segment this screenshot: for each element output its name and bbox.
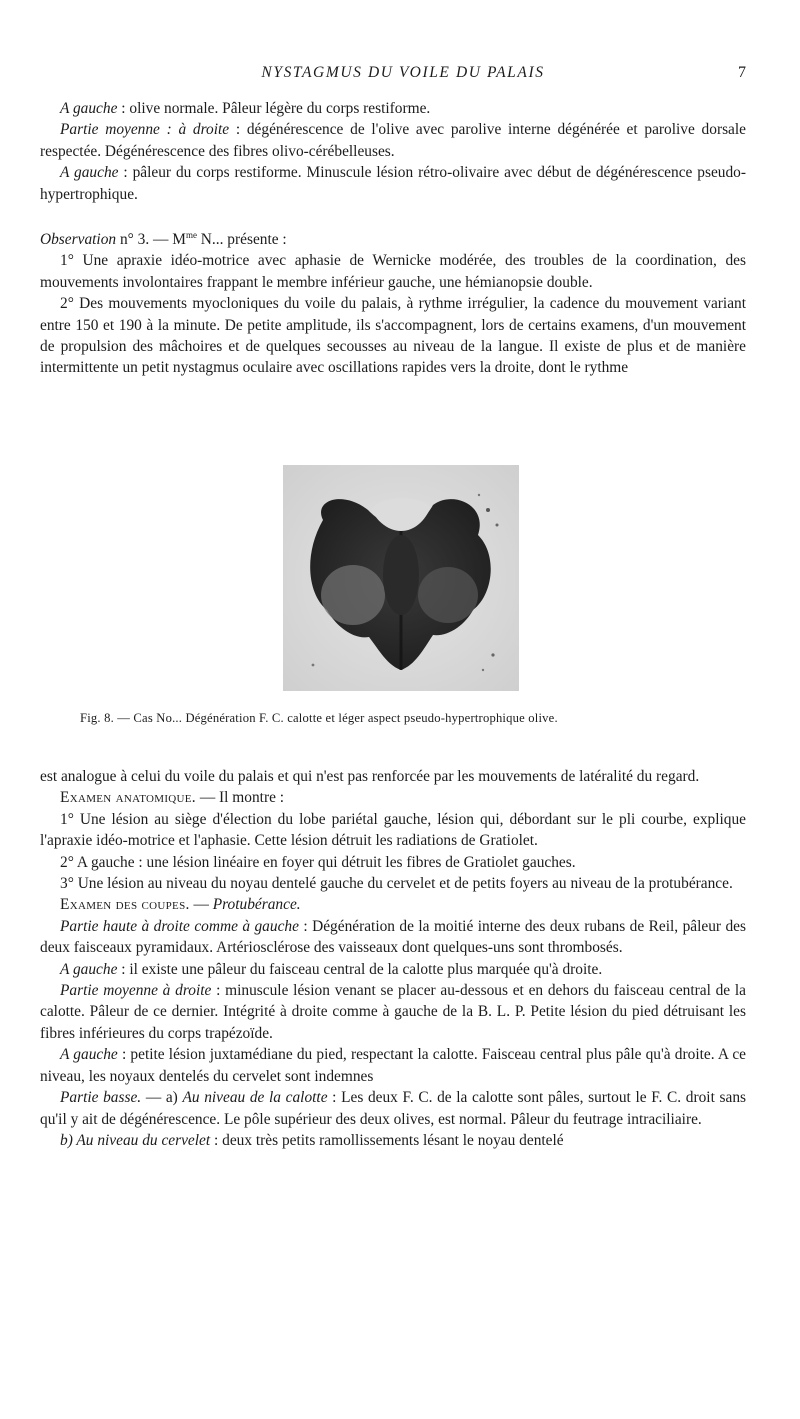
exam-coupes-title: Examen des coupes. xyxy=(60,896,190,914)
observation-rest: N... présente : xyxy=(196,231,287,248)
finding-item: 1° Une lésion au siège d'élection du lobe pariétal gauche, lésion qui, débordant sur le pli courbe, explique l'apraxie idéo-motrice et l'aphasie. Cette lésion détruit les radiations de Gratiolet. xyxy=(40,810,746,850)
page-number: 7 xyxy=(738,64,746,81)
paragraph-text: : Les deux F. C. de la calotte sont pâles, surtout le F. C. droit sans qu'il y ait de dégénérescence. Le pôle supérieur des deux olives, est normal. Pâleur du feutrage intraciliaire. xyxy=(40,1089,747,1128)
paragraph-text: : petite lésion juxtamédiane du pied, respectant la calotte. Faisceau central plus pâle qu'à droite. A ce niveau, les noyaux dentelés du cervelet sont indemnes xyxy=(40,1046,746,1085)
subsection-title: Protubérance. xyxy=(212,896,301,914)
section-label: Partie moyenne : à droite xyxy=(60,121,230,139)
paragraph xyxy=(40,162,746,205)
section-label: A gauche xyxy=(60,164,119,182)
exam-anatomique-title: Examen anatomique. xyxy=(60,789,196,807)
title-abbrev: me xyxy=(185,230,197,240)
figure-photograph xyxy=(283,465,519,691)
observation-item: 1° Une apraxie idéo-motrice avec aphasie de Wernicke modérée, des troubles de la coordination, des mouvements involontaires frappant le membre inférieur gauche, une hémianopsie double. xyxy=(40,252,746,291)
text-block-bottom xyxy=(40,766,746,1151)
paragraph: est analogue à celui du voile du palais et qui n'est pas renforcée par les mouvements de latéralité du regard. xyxy=(40,768,700,785)
paragraph xyxy=(40,98,746,119)
section-heading xyxy=(40,894,746,915)
paragraph-text: : dégénérescence de l'olive avec parolive interne dégénérée et parolive dorsale respectée. Dégénérescence des fibres olivo-cérébelleuses. xyxy=(40,121,746,160)
brainstem-section-image xyxy=(283,465,519,691)
heading-dash: — xyxy=(189,896,213,914)
paragraph xyxy=(40,1044,746,1087)
paragraph xyxy=(40,1130,746,1151)
paragraph xyxy=(40,119,746,162)
section-label: A gauche xyxy=(60,100,118,117)
section-label: b) Au niveau du cervelet xyxy=(60,1131,211,1149)
running-title: NYSTAGMUS DU VOILE DU PALAIS xyxy=(261,64,545,81)
observation-item: 2° Des mouvements myocloniques du voile du palais, à rythme irrégulier, la cadence du mouvement variant entre 150 et 190 à la minute. De petite amplitude, ils s'accompagnent, lors de certains examens, d'un mouvement de propulsion des mâchoires et de quelques secousses au niveau de la langue. Il existe de plus et de manière intermittente un petit nystagmus oculaire avec oscillations rapides vers la droite, dont le rythme xyxy=(40,295,746,377)
section-label: A gauche xyxy=(60,1046,118,1064)
paragraph-text: : minuscule lésion venant se placer au-dessous et en dehors du faisceau central de la calotte. Pâleur de ce dernier. Intégrité à droite comme à gauche de la B. L. P. Petite lésion du pied détruisant les fibres inférieures du corps trapézoïde. xyxy=(40,982,747,1042)
section-label: Partie haute à droite comme à gauche xyxy=(60,917,299,935)
paragraph-text: : Dégénération de la moitié interne des deux rubans de Reil, pâleur des deux faisceaux pyramidaux. Artériosclérose des vaisseaux dont quelques-uns sont thrombosés. xyxy=(40,917,746,957)
observation-title: Observation xyxy=(40,231,117,248)
paragraph xyxy=(40,1087,746,1130)
observation-number: n° 3. — M xyxy=(116,231,186,248)
paragraph-text: : il existe une pâleur du faisceau central de la calotte plus marquée qu'à droite. xyxy=(117,960,603,978)
finding-item: 2° A gauche : une lésion linéaire en foyer qui détruit les fibres de Gratiolet gauches. xyxy=(60,853,576,871)
paragraph-text: : pâleur du corps restiforme. Minuscule lésion rétro-olivaire avec début de dégénérescence pseudo-hypertrophique. xyxy=(40,164,746,203)
paragraph xyxy=(40,916,746,959)
text-block-top xyxy=(40,98,746,205)
paragraph-text: : olive normale. Pâleur légère du corps restiforme. xyxy=(117,100,431,117)
subsection-label: Au niveau de la calotte xyxy=(182,1089,328,1107)
figure-caption: Fig. 8. — Cas No... Dégénération F. C. calotte et léger aspect pseudo-hypertrophique olive. xyxy=(80,711,558,725)
observation-heading xyxy=(40,229,746,250)
section-label: Partie basse. xyxy=(60,1089,142,1107)
finding-item: 3° Une lésion au niveau du noyau dentelé gauche du cervelet et de petits foyers au niveau de la protubérance. xyxy=(60,875,733,893)
running-header xyxy=(60,64,746,86)
paragraph xyxy=(40,959,746,980)
paragraph-text: : deux très petits ramollissements lésant le noyau dentelé xyxy=(210,1131,564,1149)
section-label: A gauche xyxy=(60,960,118,978)
section-label: Partie moyenne à droite xyxy=(60,982,212,1000)
paragraph xyxy=(40,980,746,1044)
observation-block xyxy=(40,229,746,379)
heading-text: — Il montre : xyxy=(195,789,285,807)
section-heading xyxy=(40,787,746,808)
paragraph-text: — a) xyxy=(141,1089,183,1107)
